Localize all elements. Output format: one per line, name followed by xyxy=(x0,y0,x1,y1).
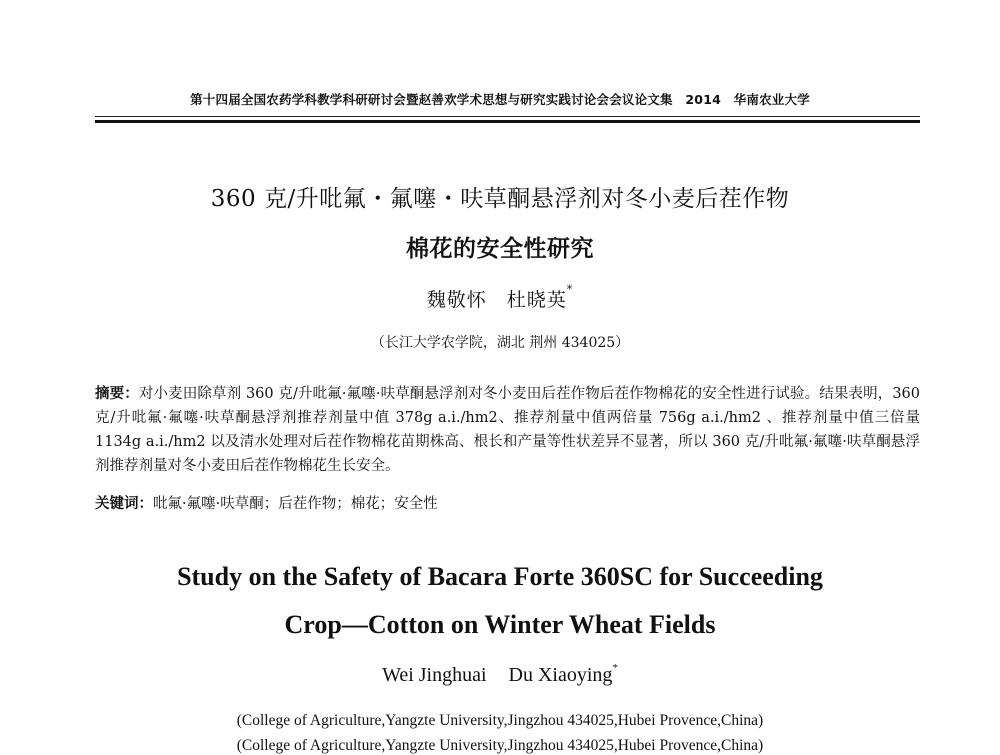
keywords-label: 关键词： xyxy=(95,496,153,512)
header-rule-thick xyxy=(95,120,920,123)
chinese-abstract xyxy=(95,382,920,478)
header-rule-thin xyxy=(95,116,920,117)
english-affiliation-1: (College of Agriculture,Yangzte University,Jingzhou 434025,Hubei Provence,China) xyxy=(236,712,764,729)
english-title-line-1: Study on the Safety of Bacara Forte 360SC for Succeeding xyxy=(177,562,823,591)
english-affiliation-2: (College of Agriculture,Yangzte University,Jingzhou 434025,Hubei Provence,China) xyxy=(236,737,764,754)
proceedings-header: 第十四届全国农药学科教学科研研讨会暨赵善欢学术思想与研究实践讨论会会议论文集 2014 华南农业大学 xyxy=(190,92,810,107)
chinese-keywords xyxy=(95,492,920,513)
chinese-authors xyxy=(0,285,1000,312)
abstract-label: 摘要： xyxy=(95,386,139,402)
chinese-affiliation: （长江大学农学院，湖北 荆州 434025） xyxy=(370,335,630,351)
corresponding-author-mark: * xyxy=(566,283,574,296)
english-title-line-2: Crop—Cotton on Winter Wheat Fields xyxy=(284,610,716,639)
english-authors xyxy=(0,664,1000,687)
keywords-text: 吡氟·氟噻·呋草酮；后茬作物；棉花；安全性 xyxy=(153,496,438,512)
chinese-title-line-2: 棉花的安全性研究 xyxy=(406,235,594,262)
abstract-text: 对小麦田除草剂 360 克/升吡氟·氟噻·呋草酮悬浮剂对冬小麦田后茬作物后茬作物棉花的安全性进行试验。结果表明，360 克/升吡氟·氟噻·呋草酮悬浮剂推荐剂量中值 378g a.i./hm2、推荐剂量中值两倍量 756g a.i./hm2 、推荐剂量中值三倍量 1134g a.i./hm2 以及清水处理对后茬作物棉花苗期株高、根长和产量等性状差异不显著，所以 360 克/升吡氟·氟噻·呋草酮悬浮剂推荐剂量对冬小麦田后茬作物棉花生长安全。 xyxy=(95,386,921,474)
english-author-1: Wei Jinghuai xyxy=(382,664,487,686)
chinese-title-line-1: 360 克/升吡氟・氟噻・呋草酮悬浮剂对冬小麦后茬作物 xyxy=(210,186,790,212)
chinese-author-names: 魏敬怀 杜晓英 xyxy=(426,289,567,311)
english-corresponding-mark: * xyxy=(612,662,618,674)
english-author-2: Du Xiaoying xyxy=(508,664,613,686)
